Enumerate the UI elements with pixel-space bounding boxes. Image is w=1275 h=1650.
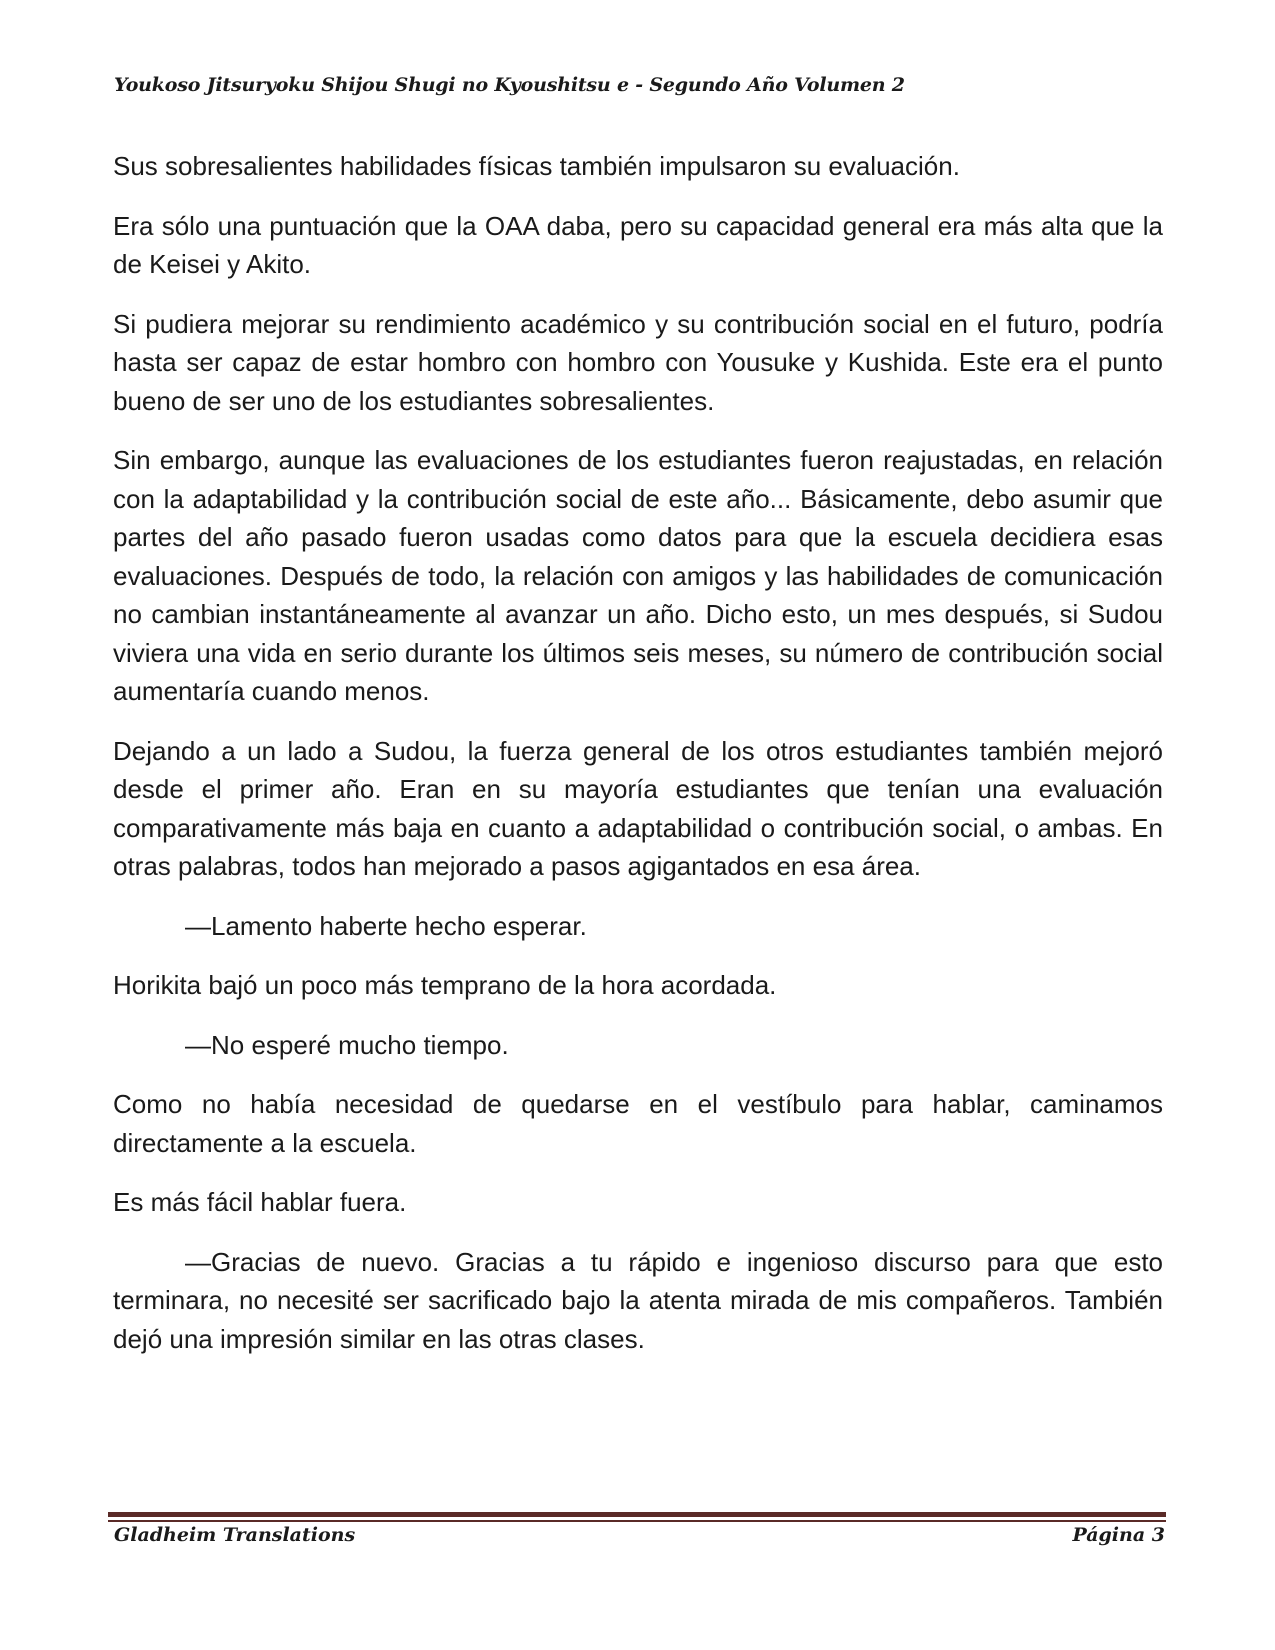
paragraph: Es más fácil hablar fuera. [113, 1187, 407, 1217]
paragraph: Horikita bajó un poco más temprano de la hora acordada. [113, 970, 777, 1000]
paragraph: Como no había necesidad de quedarse en el vestíbulo para hablar, caminamos directamente a la escuela. [113, 1089, 1163, 1158]
paragraph: Si pudiera mejorar su rendimiento académico y su contribución social en el futuro, podría hasta ser capaz de estar hombro con hombro con Yousuke y Kushida. Este era el punto bueno de ser uno de los estudiantes sobresalientes. [113, 308, 1163, 416]
paragraph: Sin embargo, aunque las evaluaciones de los estudiantes fueron reajustadas, en relación con la adaptabilidad y la contribución social de este año... Básicamente, debo asumir que partes del año pasado fueron usadas como datos para que la escuela decidiera esas evaluaciones. Después de todo, la relación con amigos y las habilidades de comunicación no cambian instantáneamente al avanzar un año. Dicho esto, un mes después, si Sudou viviera una vida en serio durante los últimos seis meses, su número de contribución social aumentaría cuando menos. [113, 445, 1163, 706]
paragraph: Dejando a un lado a Sudou, la fuerza general de los otros estudiantes también mejoró desde el primer año. Eran en su mayoría estudiantes que tenían una evaluación comparativamente más baja en cuanto a adaptabilidad o contribución social, o ambas. En otras palabras, todos han mejorado a pasos agigantados en esa área. [113, 735, 1163, 881]
dialogue-paragraph: —Gracias de nuevo. Gracias a tu rápido e ingenioso discurso para que esto terminara, no necesité ser sacrificado bajo la atenta mirada de mis compañeros. También dejó una impresión similar en las otras clases. [113, 1246, 1163, 1354]
footer-divider-thin [108, 1520, 1166, 1522]
paragraph: Sus sobresalientes habilidades físicas también impulsaron su evaluación. [113, 151, 960, 181]
footer-divider-thick [108, 1512, 1166, 1517]
document-body [113, 147, 1163, 1379]
dialogue-paragraph: —No esperé mucho tiempo. [185, 1029, 509, 1060]
paragraph: Era sólo una puntuación que la OAA daba, pero su capacidad general era más alta que la de Keisei y Akito. [113, 210, 1163, 279]
footer-page-number: Página 3 [1072, 1524, 1165, 1546]
footer-translator-credit: Gladheim Translations [114, 1524, 356, 1546]
dialogue-paragraph: —Lamento haberte hecho esperar. [185, 910, 587, 941]
page-header-title: Youkoso Jitsuryoku Shijou Shugi no Kyoushitsu e - Segundo Año Volumen 2 [114, 74, 905, 96]
